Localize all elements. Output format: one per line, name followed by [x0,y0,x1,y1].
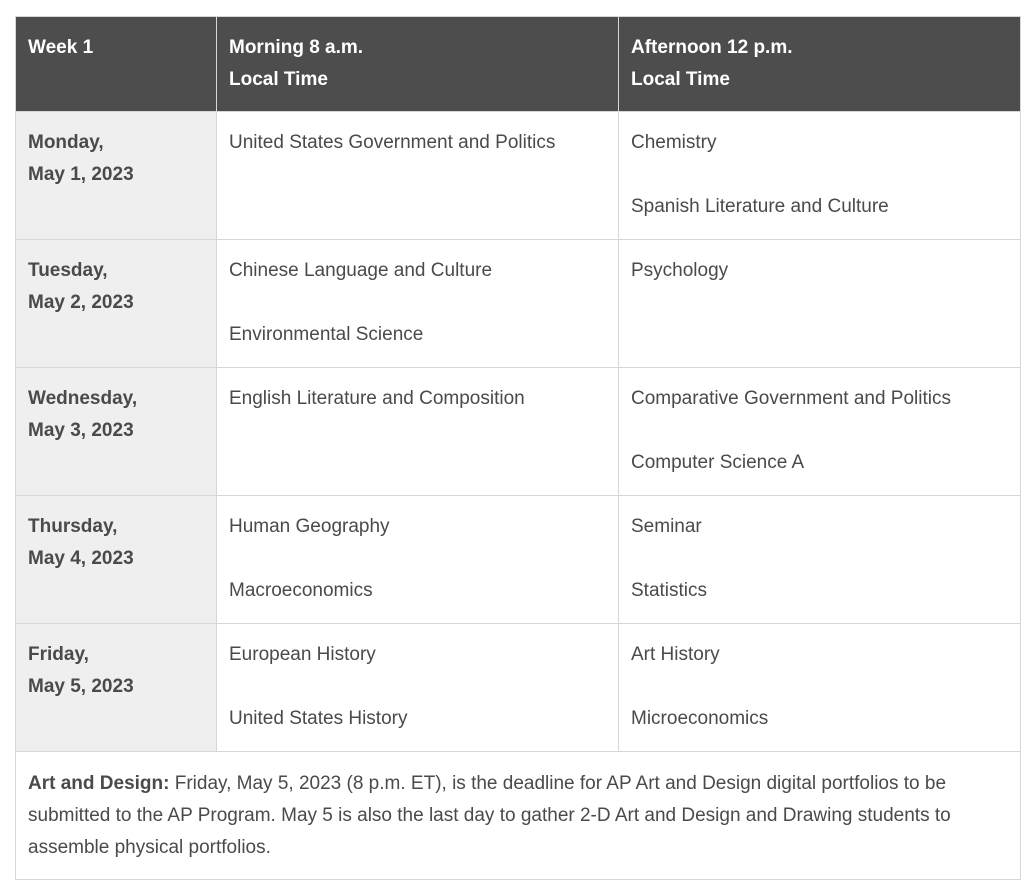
table-row [16,112,1021,240]
exam-subject: Environmental Science [229,324,424,345]
day-cell [16,240,217,368]
exam-subject: Psychology [631,260,729,281]
exam-subject: Chemistry [631,132,717,153]
exam-schedule-table [15,16,1021,880]
table-row [16,240,1021,368]
exam-subject: Comparative Government and Politics [631,388,951,409]
day-date: May 2, 2023 [28,292,134,313]
day-cell [16,368,217,496]
morning-cell [217,496,619,624]
day-cell [16,496,217,624]
art-design-note [16,752,1021,880]
exam-subject: Macroeconomics [229,580,373,601]
morning-cell [217,368,619,496]
header-morning [217,17,619,112]
note-text: Friday, May 5, 2023 (8 p.m. ET), is the deadline for AP Art and Design digital portfolios to be submitted to the AP Program. May 5 is also the last day to gather 2-D Art and Design and Drawing students to assemble physical portfolios. [28,773,951,858]
morning-cell [217,112,619,240]
morning-cell [217,624,619,752]
table-header-row [16,17,1021,112]
exam-subject: Microeconomics [631,708,769,729]
header-morning-local: Local Time [229,69,328,90]
day-date: May 1, 2023 [28,164,134,185]
note-row [16,752,1021,880]
exam-subject: United States Government and Politics [229,132,556,153]
day-date: May 3, 2023 [28,420,134,441]
day-name: Friday, [28,644,89,665]
afternoon-cell [619,368,1021,496]
morning-cell [217,240,619,368]
exam-schedule [15,16,1020,880]
table-row [16,368,1021,496]
table-row [16,624,1021,752]
header-afternoon-time: Afternoon 12 p.m. [631,37,793,58]
exam-subject: English Literature and Composition [229,388,525,409]
exam-subject: Chinese Language and Culture [229,260,493,281]
day-cell [16,112,217,240]
exam-subject: Seminar [631,516,702,537]
header-morning-time: Morning 8 a.m. [229,37,364,58]
afternoon-cell [619,240,1021,368]
exam-subject: Spanish Literature and Culture [631,196,889,217]
day-date: May 4, 2023 [28,548,134,569]
day-cell [16,624,217,752]
day-name: Thursday, [28,516,118,537]
header-week-label: Week 1 [28,37,94,58]
header-afternoon-local: Local Time [631,69,730,90]
afternoon-cell [619,112,1021,240]
exam-subject: Art History [631,644,720,665]
exam-subject: Statistics [631,580,708,601]
exam-subject: European History [229,644,376,665]
afternoon-cell [619,496,1021,624]
header-afternoon [619,17,1021,112]
header-week [16,17,217,112]
note-label: Art and Design: [28,773,170,794]
table-row [16,496,1021,624]
exam-subject: Human Geography [229,516,390,537]
day-date: May 5, 2023 [28,676,134,697]
day-name: Monday, [28,132,104,153]
day-name: Wednesday, [28,388,138,409]
exam-subject: United States History [229,708,408,729]
afternoon-cell [619,624,1021,752]
exam-subject: Computer Science A [631,452,805,473]
day-name: Tuesday, [28,260,108,281]
